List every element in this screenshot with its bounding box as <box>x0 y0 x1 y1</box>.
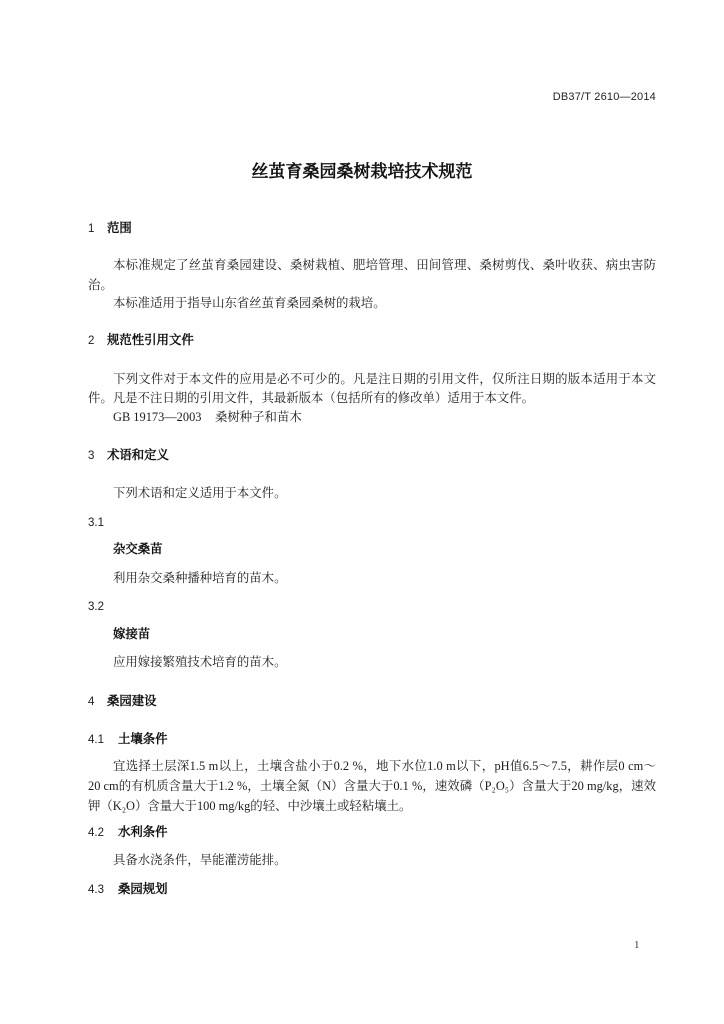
subsection-title: 土壤条件 <box>118 732 168 746</box>
section-title: 范围 <box>107 221 132 235</box>
subsection-number: 4.2 <box>88 827 104 839</box>
subsection-4-3-heading <box>88 880 656 898</box>
term-definition: 利用杂交桑种播种培育的苗木。 <box>113 571 287 585</box>
term-number <box>88 597 656 615</box>
subsection-title: 桑园规划 <box>118 882 168 896</box>
term-name: 杂交桑苗 <box>113 542 163 556</box>
reference-entry <box>113 408 656 426</box>
document-title: 丝茧育桑园桑树栽培技术规范 <box>251 162 473 181</box>
paragraph: 下列术语和定义适用于本文件。 <box>113 486 287 500</box>
paragraph-line: 钾（K₂O）含量大于100 mg/kg的轻、中沙壤土或轻粘壤土。 <box>88 799 412 813</box>
section-title: 术语和定义 <box>107 448 169 462</box>
section-number: 1 <box>88 223 95 235</box>
term-number-text: 3.1 <box>88 517 104 529</box>
term-number <box>88 513 656 531</box>
page-number: 1 <box>634 939 640 951</box>
subsection-4-1-heading <box>88 730 656 748</box>
section-number: 3 <box>88 450 95 462</box>
paragraph-line: 件。凡是不注日期的引用文件，其最新版本（包括所有的修改单）适用于本文件。 <box>88 391 535 405</box>
paragraph-line: 治。 <box>88 278 113 292</box>
subsection-title: 水利条件 <box>118 825 168 839</box>
section-number: 4 <box>88 696 95 708</box>
subsection-number: 4.3 <box>88 884 104 896</box>
section-title: 桑园建设 <box>107 694 157 708</box>
section-number: 2 <box>88 335 95 347</box>
paragraph-line: 20 cm的有机质含量大于1.2 %，土壤全氮（N）含量大于0.1 %，速效磷（P₂O₅）含量大于20 mg/kg，速效 <box>88 779 656 793</box>
section-1-heading <box>88 219 656 237</box>
paragraph-line: 本标准规定了丝茧育桑园建设、桑树栽植、肥培管理、田间管理、桑树剪伐、桑叶收获、病虫害防 <box>113 258 656 272</box>
paragraph: 本标准适用于指导山东省丝茧育桑园桑树的栽培。 <box>113 296 386 310</box>
section-3-heading <box>88 446 656 464</box>
paragraph: 具备水浇条件，旱能灌涝能排。 <box>113 853 287 867</box>
section-2-heading <box>88 331 656 349</box>
reference-code: GB 19173—2003 <box>113 410 202 424</box>
paragraph-line: 宜选择土层深1.5 m以上，土壤含盐小于0.2 %，地下水位1.0 m以下，pH值6.5～7.5，耕作层0 cm～ <box>113 759 656 773</box>
subsection-4-2-heading <box>88 823 656 841</box>
subsection-number: 4.1 <box>88 734 104 746</box>
term-name: 嫁接苗 <box>113 627 151 641</box>
section-title: 规范性引用文件 <box>107 333 194 347</box>
paragraph-line: 下列文件对于本文件的应用是必不可少的。凡是注日期的引用文件，仅所注日期的版本适用于本文 <box>113 372 656 386</box>
term-number-text: 3.2 <box>88 601 104 613</box>
document-code: DB37/T 2610—2014 <box>552 91 656 103</box>
reference-name: 桑树种子和苗木 <box>215 410 302 424</box>
section-4-heading <box>88 692 656 710</box>
term-definition: 应用嫁接繁殖技术培育的苗木。 <box>113 655 287 669</box>
